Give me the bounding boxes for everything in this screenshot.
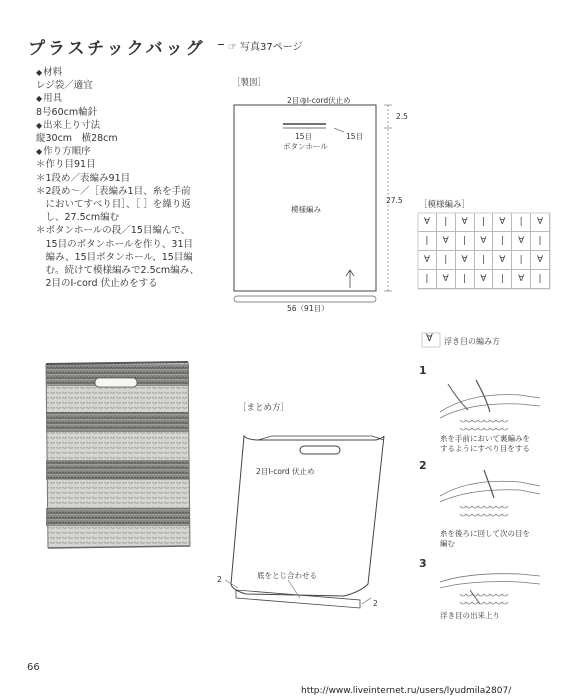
pattern-cell: ∀ [493,251,512,270]
assembly-drawing [225,436,384,608]
dim-height: 27.5 [386,196,403,205]
pattern-cell: | [456,270,475,289]
assembly-bottom-seam [236,590,360,608]
pattern-cell: | [512,213,531,232]
hole-left-count: 15目 [295,132,313,141]
tools-heading: ◆ 用具 [36,92,199,105]
pattern-cell: | [418,232,437,251]
step-line: 2目のI-cord 伏止めをする [36,278,158,290]
assembly-icord-label: 2目I-cord 伏止め [256,467,315,476]
step-line: 15目のボタンホールを作り、31目 [36,238,193,250]
assembly-bag-back [258,436,384,440]
bag-photo [46,362,190,548]
step-line: 編み、15目ボタンホール、15目編 [36,251,193,263]
pattern-cell: | [418,270,437,289]
pattern-cell: | [531,232,550,251]
pattern-cell: | [531,270,550,289]
assembly-right-mark: 2 [373,599,378,608]
bag-stripe-dark [46,460,189,480]
width-label: 56（91目） [287,304,329,313]
pattern-label: ［模様編み］ [419,200,471,210]
step-line: む。続けて模様編みで2.5cm編み、 [36,265,200,277]
pattern-cell: ∀ [437,270,456,289]
step2-caption: 編む [440,539,455,548]
step-line: ＊作り目91目 [36,159,96,171]
pattern-cell: ∀ [418,251,437,270]
assembly-mark-leader [362,598,371,604]
step-line: し、27.5cm編む [36,212,120,224]
step1-caption: するようにすべり目をする [440,444,530,453]
bag-stripe-dark [46,412,189,432]
photo-reference-text: 写真37ページ [239,42,303,53]
pattern-cell: ∀ [512,232,531,251]
body-pattern-label: 模様編み [291,205,321,214]
pattern-cell: | [512,251,531,270]
dim-top: 2.5 [396,112,408,121]
pattern-cell: ∀ [512,270,531,289]
steps-heading: ◆ 作り方順序 [36,145,199,158]
pattern-cell: ∀ [475,232,494,251]
buttonhole-label: ボタンホール [283,142,328,151]
pattern-cell: ∀ [437,232,456,251]
tools-value: 8号60cm輪針 [36,106,98,118]
assembly-handle-hole [300,446,340,454]
pattern-cell: ∀ [475,270,494,289]
assembly-seam-label: 底をとじ合わせる [257,571,317,580]
pattern-cell: | [437,213,456,232]
legend-title: 浮き目の編み方 [444,337,500,346]
pattern-cell: | [493,232,512,251]
materials-value: レジ袋／適宜 [36,80,93,92]
pattern-cell: ∀ [531,213,550,232]
page-title: プラスチックバッグ [28,39,206,59]
pattern-cell: ∀ [456,213,475,232]
step-line: ＊ボタンホールの段／15目編んで、 [36,225,191,237]
pattern-cell: | [493,270,512,289]
pattern-cell: | [456,232,475,251]
step3-caption: 浮き目の出来上り [440,611,500,620]
pattern-cell: | [475,213,494,232]
pointing-hand-icon: ☞ [228,42,237,53]
assembly-left-mark: 2 [217,575,222,584]
pattern-cell: | [437,251,456,270]
bag-handle-hole [95,378,137,387]
bag-stripe-dark [46,508,190,526]
diagram-label: ［製図］ [232,78,267,88]
pattern-cell: | [475,251,494,270]
page-number: 66 [27,662,40,673]
pattern-cell: ∀ [531,251,550,270]
step1-number: 1 [419,364,427,377]
footer-url[interactable]: http://www.liveinternet.ru/users/lyudmila2807/ [301,686,512,696]
step-line: ＊2段め～／［表編み1目、糸を手前 [36,185,191,197]
pattern-cell: ∀ [418,213,437,232]
pattern-cell: ∀ [456,251,475,270]
step2-caption: 糸を後ろに回して次の目を [440,529,530,538]
step-line: ＊1段め／表編み91目 [36,172,131,184]
slip-stitch-symbol: ∀ [426,333,433,344]
hole-right-count: 15目 [346,132,364,141]
step1-caption: 糸を手前において裏編みを [440,434,530,443]
pattern-cell: ∀ [493,213,512,232]
assembly-label: ［まとめ方］ [238,403,290,413]
size-value: 縦30cm 横28cm [36,133,118,145]
icord-label: 2目のI-cord伏止め [287,96,351,105]
step3-number: 3 [419,557,427,570]
step-line: においてすべり目］、［ ］を繰り返 [36,199,191,211]
materials-heading: ◆ 材料 [36,66,199,79]
size-heading: ◆ 出来上り寸法 [36,119,199,132]
step2-number: 2 [419,459,427,472]
